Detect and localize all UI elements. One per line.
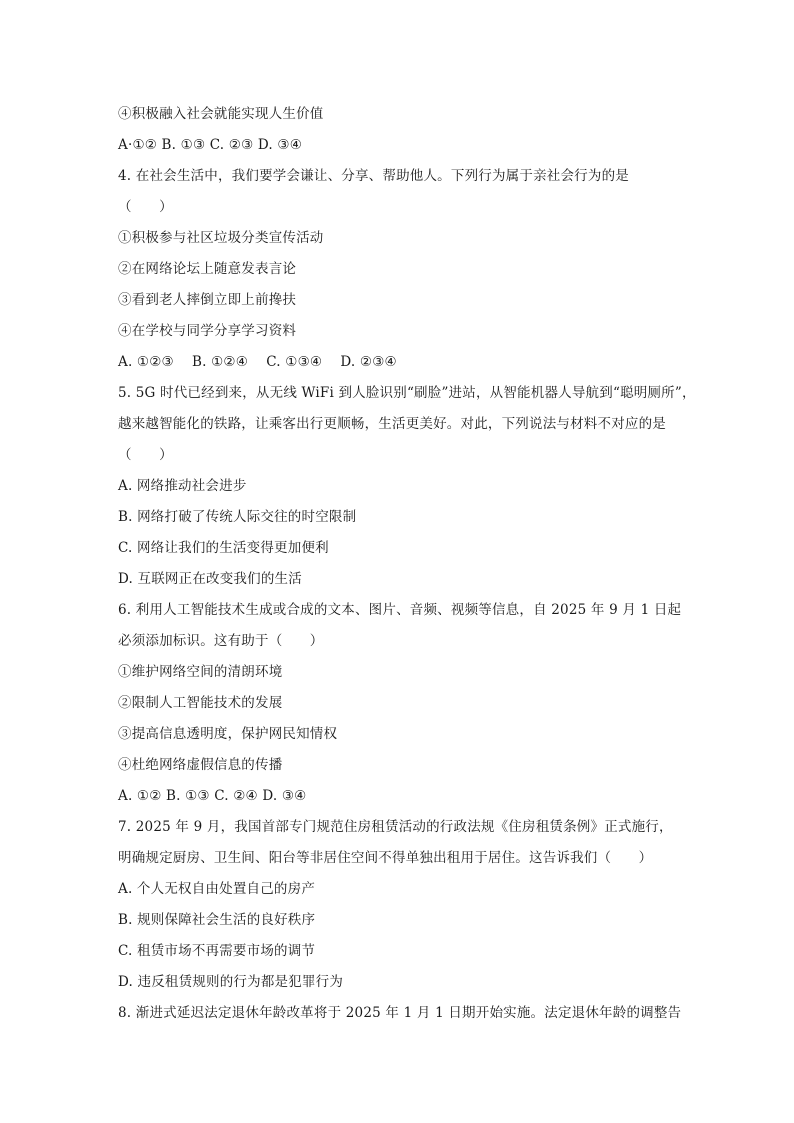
answer-blank: （ ） [118,199,173,215]
choice-b: B. 规则保障社会生活的良好秩序 [118,912,316,928]
choice-a: A. 网络推动社会进步 [118,478,247,494]
answer-choices: A. ①②③ B. ①②④ C. ①③④ D. ②③④ [118,354,397,370]
option-line: ④杜绝网络虚假信息的传播 [118,757,283,773]
question-7: 7. 2025 年 9 月，我国首部专门规范住房租赁活动的行政法规《住房租赁条例》正式施行， [118,819,673,835]
option-line: ③看到老人摔倒立即上前搀扶 [118,292,297,308]
option-line: ②在网络论坛上随意发表言论 [118,261,297,277]
option-line: ①维护网络空间的清朗环境 [118,664,283,680]
answer-choices: A. ①② B. ①③ C. ②④ D. ③④ [118,788,307,804]
answer-choices: A·①② B. ①③ C. ②③ D. ③④ [118,137,302,153]
choice-c: C. 租赁市场不再需要市场的调节 [118,943,316,959]
question-7-cont: 明确规定厨房、卫生间、阳台等非居住空间不得单独出租用于居住。这告诉我们（ ） [118,850,653,866]
choice-a: A. 个人无权自由处置自己的房产 [118,881,316,897]
option-line: ③提高信息透明度，保护网民知情权 [118,726,338,742]
choice-d: D. 违反租赁规则的行为都是犯罪行为 [118,974,344,990]
question-6: 6. 利用人工智能技术生成或合成的文本、图片、音频、视频等信息，自 2025 年 9 月 1 日起 [118,602,682,618]
question-8: 8. 渐进式延迟法定退休年龄改革将于 2025 年 1 月 1 日期开始实施。法定退休年龄的调整告 [118,1005,682,1021]
choice-d: D. 互联网正在改变我们的生活 [118,571,302,587]
question-6-cont: 必须添加标识。这有助于（ ） [118,633,324,649]
question-5-cont: 越来越智能化的铁路，让乘客出行更顺畅，生活更美好。对此，下列说法与材料不对应的是 [118,416,666,432]
choice-c: C. 网络让我们的生活变得更加便利 [118,540,329,556]
answer-blank: （ ） [118,447,173,463]
question-5: 5. 5G 时代已经到来，从无线 WiFi 到人脸识别“刷脸”进站，从智能机器人导航到“聪明厕所”， [118,385,696,401]
option-line: ④在学校与同学分享学习资料 [118,323,297,339]
option-line: ①积极参与社区垃圾分类宣传活动 [118,230,324,246]
choice-b: B. 网络打破了传统人际交往的时空限制 [118,509,357,525]
option-line: ④积极融入社会就能实现人生价值 [118,106,324,122]
option-line: ②限制人工智能技术的发展 [118,695,283,711]
question-4: 4. 在社会生活中，我们要学会谦让、分享、帮助他人。下列行为属于亲社会行为的是 [118,168,629,184]
